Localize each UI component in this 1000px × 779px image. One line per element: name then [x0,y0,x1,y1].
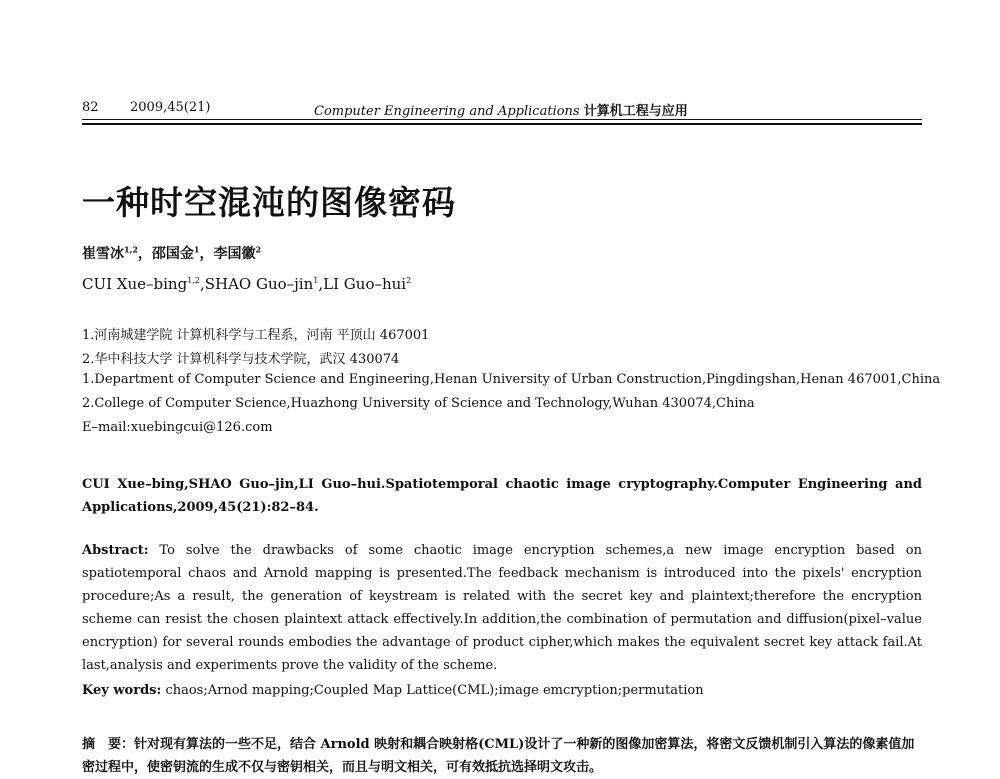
author-3-cn: 李国徽 [213,246,256,262]
header-rule-thick [82,123,922,125]
author-sep: ， [137,246,152,262]
volume-info: 2009,45(21) [130,100,211,115]
header-rule-thin [82,119,922,120]
keywords-text: chaos;Arnod mapping;Coupled Map Lattice(CML);image emcryption;permutation [165,683,704,698]
cn-abstract-label: 摘 要： [82,737,135,752]
authors-cn [82,243,261,263]
author-1-cn-sup: 1,2 [124,244,138,255]
cn-abstract [82,733,922,779]
author-1-en-sup: 1,2 [187,276,200,285]
cn-abstract-text: 针对现有算法的一些不足，结合 Arnold 映射和耦合映射格(CML)设计了一种新的图像加密算法，将密文反馈机制引入算法的像素值加密过程中，使密钥流的生成不仅与密钥相关，而且与明文相关，可有效抵抗选择明文攻击。 [82,737,915,775]
author-2-cn: 邵国金 [151,246,194,262]
author-email: E–mail:xuebingcui@126.com [82,420,273,435]
author-sep: , [199,275,205,293]
author-3-cn-sup: 2 [255,244,262,255]
abstract [82,539,922,677]
author-3-en: LI Guo–hui [323,275,407,293]
keywords [82,683,704,698]
affiliation-1-en: 1.Department of Computer Science and Engineering,Henan University of Urban Construction,Pingdingshan,Henan 467001,China [82,372,941,387]
author-2-en-sup: 1 [313,276,319,285]
journal-name-cn: 计算机工程与应用 [583,104,688,119]
paper-title: 一种时空混沌的图像密码 [82,183,456,222]
author-2-en: SHAO Guo–jin [204,275,314,293]
affiliation-2-en: 2.College of Computer Science,Huazhong University of Science and Technology,Wuhan 430074,China [82,396,755,411]
affiliation-2-cn: 2.华中科技大学 计算机科学与技术学院，武汉 430074 [82,352,400,367]
author-2-cn-sup: 1 [193,244,200,255]
keywords-label: Key words: [82,683,162,698]
citation: CUI Xue–bing,SHAO Guo–jin,LI Guo–hui.Spatiotemporal chaotic image cryptography.Computer Engineering and Applications,2009,45(21):82–84. [82,477,922,515]
author-1-en: CUI Xue–bing [82,275,188,293]
journal-header [314,100,688,119]
authors-en [82,275,411,293]
abstract-text: To solve the drawbacks of some chaotic image encryption schemes,a new image encryption based on spatiotemporal chaos and Arnold mapping is presented.The feedback mechanism is introduced into the pixels' encryption procedure;As a result, the generation of keystream is related with the secret key and plaintext;therefore the encryption scheme can resist the chosen plaintext attack effectively.In addition,the combination of permutation and diffusion(pixel–value encryption) for several rounds embodies the advantage of product cipher,which makes the equivalent secret key attack fail.At last,analysis and experiments prove the validity of the scheme. [82,543,922,673]
journal-name-en: Computer Engineering and Applications [314,104,580,119]
author-sep: , [318,275,324,293]
author-sep: ， [199,246,214,262]
author-3-en-sup: 2 [406,276,412,285]
affiliation-1-cn: 1.河南城建学院 计算机科学与工程系，河南 平顶山 467001 [82,328,430,343]
page-number: 82 [82,100,99,115]
abstract-label: Abstract: [82,543,149,558]
author-1-cn: 崔雪冰 [82,246,124,262]
